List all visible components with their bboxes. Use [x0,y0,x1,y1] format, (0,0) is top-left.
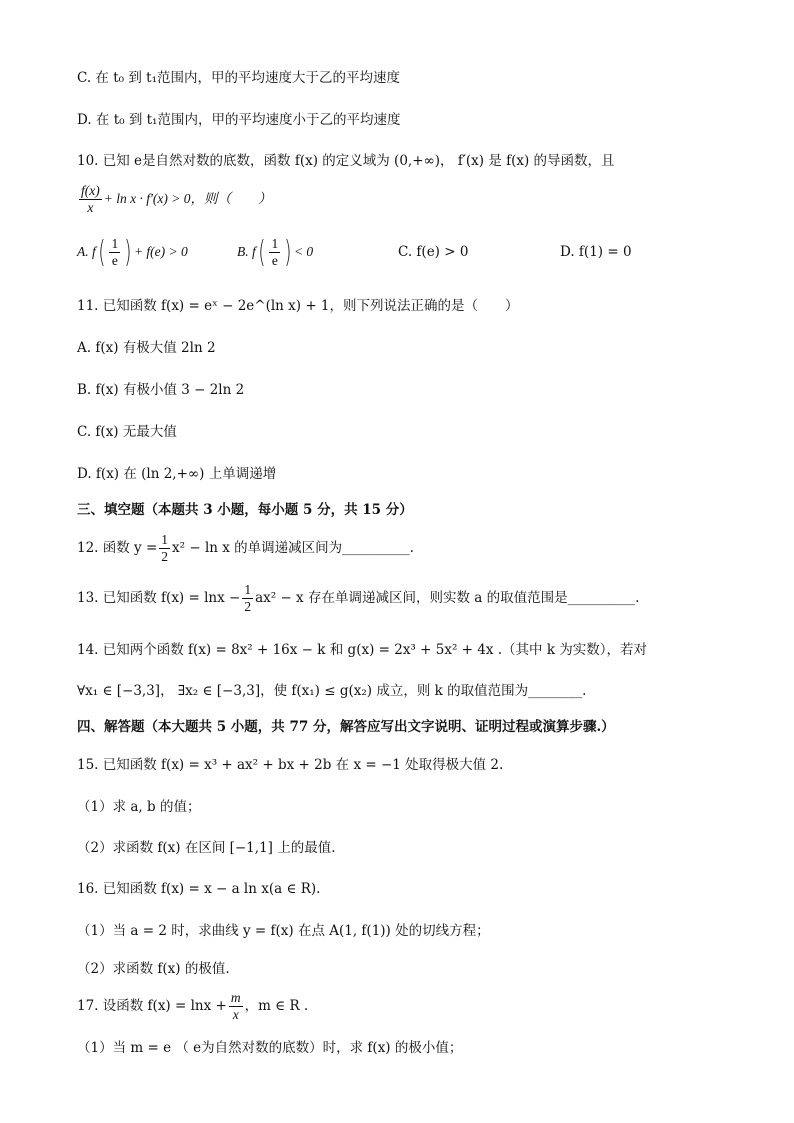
option-c-line: C. 在 t₀ 到 t₁范围内，甲的平均速度大于乙的平均速度 [77,70,400,86]
fraction: $\frac{1}{e}$ [271,236,279,268]
fraction: $\frac{1}{2}$ [161,532,169,564]
question-11-stem: 11. 已知函数 f(x) = eˣ − 2e^(ln x) + 1，则下列说法正确的是（ ） [77,298,519,314]
question-11-option-a: A. f(x) 有极大值 2ln 2 [77,340,216,356]
fraction: $\frac{1}{e}$ [111,236,119,268]
question-10-condition: $\frac{f(x)}{x}$ + ln x · f′(x) > 0，则（ ） [81,183,272,215]
question-10-option-d: D. f(1) = 0 [560,244,632,260]
question-10-option-c: C. f(e) > 0 [398,244,469,260]
question-16-stem: 16. 已知函数 f(x) = x − a ln x(a ∈ R). [77,881,321,897]
question-10-option-a: A. f ( $\frac{1}{e}$ ) + f(e) > 0 [77,234,188,270]
question-10-option-b: B. f ( $\frac{1}{e}$ ) < 0 [237,234,314,270]
section-3-heading: 三、填空题（本题共 3 小题，每小题 5 分，共 15 分） [77,502,413,518]
question-15-stem: 15. 已知函数 f(x) = x³ + ax² + bx + 2b 在 x = −1 处取得极大值 2. [77,757,504,773]
question-11-option-c: C. f(x) 无最大值 [77,424,177,440]
question-11-option-d: D. f(x) 在 (ln 2,+∞) 上单调递增 [77,466,277,482]
question-15-part-2: （2）求函数 f(x) 在区间 [−1,1] 上的最值. [77,840,336,856]
option-d-line: D. 在 t₀ 到 t₁范围内，甲的平均速度小于乙的平均速度 [77,112,401,128]
question-17-stem: 17. 设函数 f(x) = lnx + $\frac{m}{x}$ ，m ∈ R . [77,990,309,1022]
question-12: 12. 函数 y = $\frac{1}{2}$ x² − ln x 的单调递减区间为__________. [77,532,414,564]
fraction: $\frac{f(x)}{x}$ [81,183,100,215]
fraction: $\frac{m}{x}$ [230,990,241,1022]
question-16-part-1: （1）当 a = 2 时，求曲线 y = f(x) 在点 A(1, f(1)) 处的切线方程； [77,923,490,939]
section-4-heading: 四、解答题（本大题共 5 小题，共 77 分，解答应写出文字说明、证明过程或演算步骤.） [77,719,615,735]
question-10-stem: 10. 已知 e是自然对数的底数，函数 f(x) 的定义域为 (0,+∞)， f′(x) 是 f(x) 的导函数，且 [77,153,615,169]
question-17-part-1: （1）当 m = e （ e为自然对数的底数）时，求 f(x) 的极小值； [77,1040,463,1056]
question-15-part-1: （1）求 a, b 的值； [77,799,201,815]
fraction: $\frac{1}{2}$ [244,582,252,614]
question-11-option-b: B. f(x) 有极小值 3 − 2ln 2 [77,382,245,398]
question-14-line-2: ∀x₁ ∈ [−3,3]， ∃x₂ ∈ [−3,3]，使 f(x₁) ≤ g(x₂) 成立，则 k 的取值范围为________. [77,683,587,699]
question-16-part-2: （2）求函数 f(x) 的极值. [77,961,230,977]
question-13: 13. 已知函数 f(x) = lnx − $\frac{1}{2}$ ax² − x 存在单调递减区间，则实数 a 的取值范围是__________. [77,582,640,614]
question-14-line-1: 14. 已知两个函数 f(x) = 8x² + 16x − k 和 g(x) = 2x³ + 5x² + 4x .（其中 k 为实数），若对 [77,642,648,658]
